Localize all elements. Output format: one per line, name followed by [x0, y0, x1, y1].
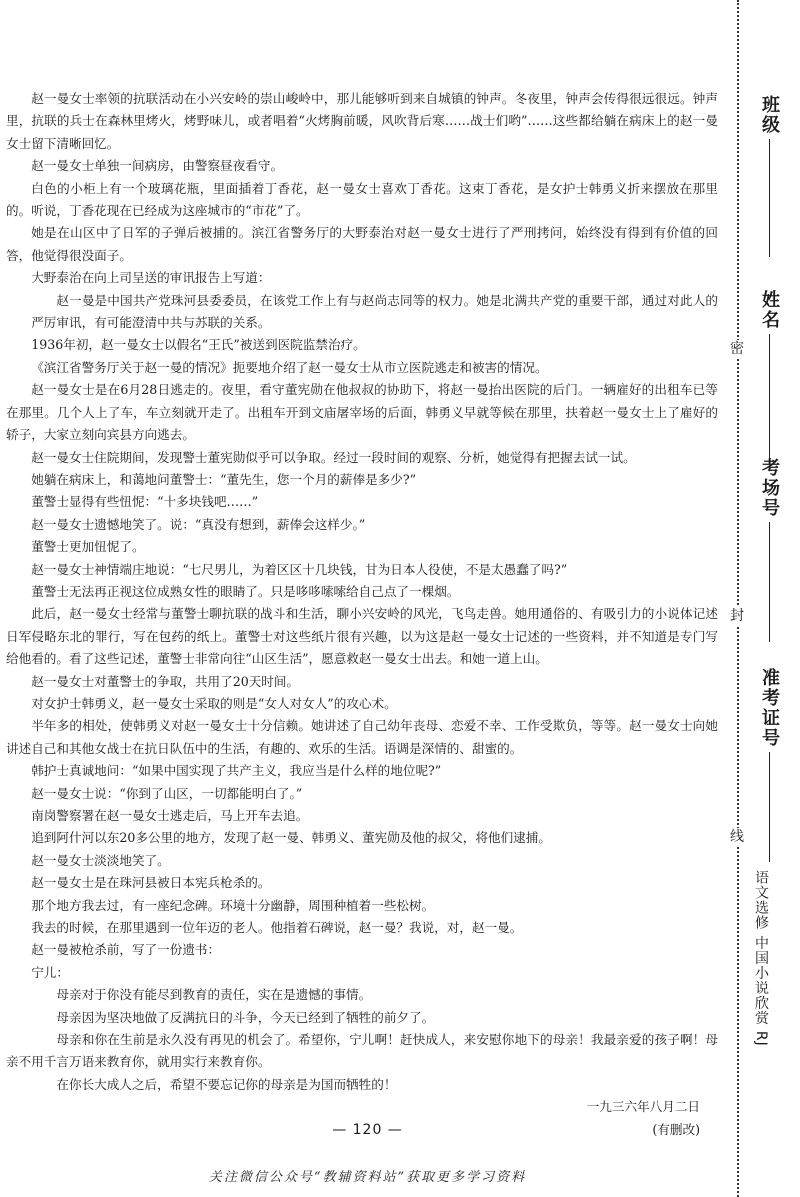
paragraph: 她躺在病床上，和蔼地问董警士：“董先生，您一个月的薪俸是多少?”	[31, 471, 417, 487]
field-name	[749, 290, 789, 464]
book-series-label: 语文选修 中国小说欣赏 RJ	[753, 870, 769, 1047]
paragraph: 白色的小柜上有一个玻璃花瓶，里面插着丁香花，赵一曼女士喜欢丁香花。这束丁香花，是女护士韩勇义折来摆放在那里的。听说，丁香花现在已经成为这座城市的“市花”了。	[6, 180, 718, 219]
paragraph: 董警士无法再正视这位成熟女性的眼睛了。只是哆哆嗦嗦给自己点了一棵烟。	[31, 583, 460, 599]
paragraph: 那个地方我去过，有一座纪念碑。环境十分幽静，周围种植着一些松树。	[31, 897, 435, 913]
paragraph: 1936年初，赵一曼女士以假名“王氏”被送到医院监禁治疗。	[31, 337, 366, 353]
paragraph: 半年多的相处，使韩勇义对赵一曼女士十分信赖。她讲述了自己幼年丧母、恋爱不幸、工作受欺负，等等。赵一曼女士向她讲述自己和其他女战士在抗日队伍中的生活，有趣的、欢乐的生活。语调是深情的、甜蜜的。	[6, 718, 718, 756]
paragraph: 董警士更加忸怩了。	[31, 539, 145, 555]
paragraph: 母亲对于你没有能尽到教育的责任，实在是遗憾的事情。	[56, 987, 372, 1003]
field-exam-room-label: 考场号	[759, 458, 780, 518]
field-admission-no	[749, 668, 789, 862]
footer-note: 关注微信公众号“教辅资料站”获取更多学习资料	[208, 1170, 527, 1185]
paragraph: 赵一曼是中国共产党珠河县委委员，在该党工作上有与赵尚志同等的权力。她是北满共产党的重要干部，通过对此人的严厉审讯，有可能澄清中共与苏联的关系。	[31, 292, 718, 331]
field-admission-no-line[interactable]	[769, 752, 770, 862]
paragraph: 大野泰治在向上司呈送的审讯报告上写道：	[31, 270, 271, 286]
binding-dotted-line	[737, 0, 739, 1197]
paragraph: 她是在山区中了日军的子弹后被捕的。滨江省警务厅的大野泰治对赵一曼女士进行了严刑拷问，始终没有得到有价值的回答，他觉得很没面子。	[6, 225, 718, 263]
paragraph: 赵一曼女士单独一间病房，由警察昼夜看守。	[31, 158, 284, 174]
paragraph: 赵一曼女士淡淡地笑了。	[31, 852, 170, 868]
paragraph: 赵一曼被枪杀前，写了一份遗书：	[31, 942, 221, 958]
field-name-line[interactable]	[769, 334, 770, 464]
paragraph: 赵一曼女士是在6月28日逃走的。夜里，看守董宪勋在他叔叔的协助下，将赵一曼抬出医院的后门。一辆雇好的出租车已等在那里。几个人上了车，车立刻就开走了。出租车开到文庙屠宰场的后面，韩勇义早就等候在那里，扶着赵一曼女士上了雇好的轿子，大家立刻向宾县方向逃去。	[6, 382, 718, 443]
paragraph: 对女护士韩勇义，赵一曼女士采取的则是“女人对女人”的攻心术。	[31, 695, 397, 711]
paragraph: 母亲和你在生前是永久没有再见的机会了。希望你，宁儿啊！赶快成人，来安慰你地下的母亲！我最亲爱的孩子啊！母亲不用千言万语来教育你，就用实行来教育你。	[6, 1032, 718, 1070]
field-name-label: 姓名	[759, 290, 780, 330]
paragraph: 母亲因为坚决地做了反满抗日的斗争，今天已经到了牺牲的前夕了。	[56, 1009, 435, 1025]
paragraph: 赵一曼女士遗憾地笑了。说：“真没有想到，薪俸会这样少。”	[31, 516, 366, 532]
field-exam-room-line[interactable]	[769, 522, 770, 642]
paragraph: 赵一曼女士神情端庄地说：“七尺男儿，为着区区十几块钱，甘为日本人役使，不是太愚蠢了吗?”	[31, 561, 568, 577]
paragraph: 我去的时候，在那里遇到一位年迈的老人。他指着石碑说，赵一曼？我说，对，赵一曼。	[31, 920, 523, 936]
binding-strip	[730, 0, 800, 1197]
binding-char-line: 线	[730, 829, 744, 845]
paragraph: 赵一曼女士率领的抗联活动在小兴安岭的崇山峻岭中，那儿能够听到来自城镇的钟声。冬夜里，钟声会传得很远很远。钟声里，抗联的兵士在森林里烤火，烤野味儿，或者唱着“火烤胸前暖，风吹背后寒……战士们哟”……这些都给躺在病床上的赵一曼女士留下清晰回忆。	[6, 91, 718, 151]
page-number: — 120 —	[332, 1122, 403, 1138]
paragraph: 《滨江省警务厅关于赵一曼的情况》扼要地介绍了赵一曼女士从市立医院逃走和被害的情况。	[31, 359, 548, 375]
field-class	[749, 95, 789, 257]
paragraph: 追到阿什河以东20多公里的地方，发现了赵一曼、韩勇义、董宪勋及他的叔父，将他们逮捕。	[31, 830, 551, 846]
binding-char-close: 封	[730, 608, 744, 624]
paragraph: 韩护士真诚地问：“如果中国实现了共产主义，我应当是什么样的地位呢?”	[31, 763, 442, 779]
paragraph: 赵一曼女士对董警士的争取，共用了20天时间。	[31, 673, 300, 689]
paragraph: 宁儿：	[31, 964, 69, 980]
article-body	[6, 88, 718, 1141]
paragraph: 董警士显得有些忸怩：“十多块钱吧……”	[31, 494, 259, 510]
paragraph: 南岗警察署在赵一曼女士逃走后，马上开车去追。	[31, 808, 309, 823]
paragraph: 在你长大成人之后，希望不要忘记你的母亲是为国而牺牲的！	[56, 1076, 397, 1092]
field-admission-no-label: 准考证号	[759, 668, 780, 748]
field-class-label: 班级	[759, 95, 780, 135]
paragraph: (有删改)	[652, 1121, 700, 1137]
paragraph: 赵一曼女士是在珠河县被日本宪兵枪杀的。	[31, 875, 271, 891]
paragraph: 赵一曼女士说：“你到了山区，一切都能明白了。”	[31, 785, 303, 801]
paragraph: 一九三六年八月二日	[586, 1099, 700, 1115]
field-class-line[interactable]	[769, 139, 770, 257]
paragraph: 此后，赵一曼女士经常与董警士聊抗联的战斗和生活，聊小兴安岭的风光，飞鸟走兽。她用通俗的、有吸引力的小说体记述日军侵略东北的罪行，写在包药的纸上。董警士对这些纸片很有兴趣，以为这是赵一曼女士记述的一些资料，并不知道是专门写给他看的。看了这些记述，董警士非常向往“山区生活”，愿意救赵一曼女士出去。和她一道上山。	[6, 606, 718, 667]
paragraph: 赵一曼女士住院期间，发现警士董宪勋似乎可以争取。经过一段时间的观察、分析，她觉得有把握去试一试。	[31, 449, 636, 465]
field-exam-room	[749, 458, 789, 642]
binding-char-seal: 密	[730, 341, 744, 357]
